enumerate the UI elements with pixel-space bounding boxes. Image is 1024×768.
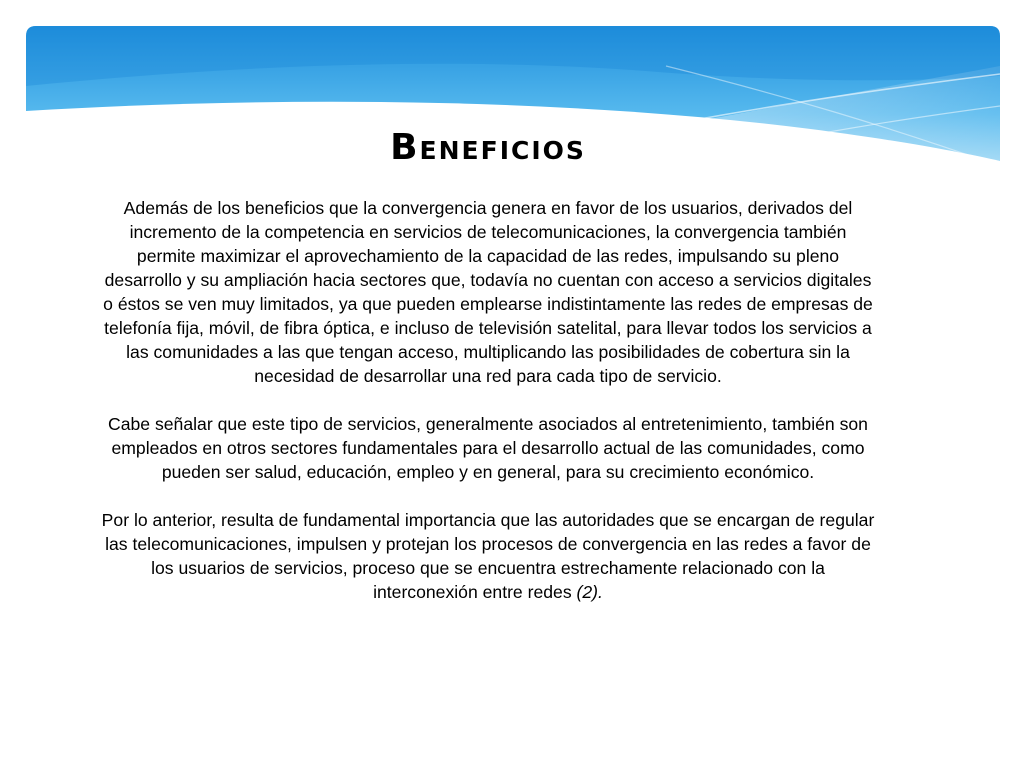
reference-citation: (2).	[576, 582, 603, 602]
slide-title: Beneficios	[390, 127, 586, 168]
paragraph-2	[100, 412, 876, 484]
paragraph-1	[100, 196, 876, 388]
paragraph-2-text: Cabe señalar que este tipo de servicios, generalmente asociados al entretenimiento, también son empleados en otros sectores fundamentales para el desarrollo actual de las comunidades, como pueden ser salud, educación, empleo y en general, para su crecimiento económico.	[108, 414, 868, 482]
paragraph-1-text: Además de los beneficios que la convergencia genera en favor de los usuarios, derivados del incremento de la competencia en servicios de telecomunicaciones, la convergencia también permite maximizar el aprovechamiento de la capacidad de las redes, impulsando su pleno desarrollo y su ampliación hacia sectores que, todavía no cuentan con acceso a servicios digitales o éstos se ven muy limitados, ya que pueden emplearse indistintamente las redes de empresas de telefonía fija, móvil, de fibra óptica, e incluso de televisión satelital, para llevar todos los servicios a las comunidades a las que tengan acceso, multiplicando las posibilidades de cobertura sin la necesidad de desarrollar una red para cada tipo de servicio.	[103, 198, 873, 386]
paragraph-3-text: Por lo anterior, resulta de fundamental importancia que las autoridades que se encargan de regular las telecomunicaciones, impulsen y protejan los procesos de convergencia en las redes a favor de los usuarios de servicios, proceso que se encuentra estrechamente relacionado con la interconexión entre redes	[101, 510, 875, 602]
slide-body	[100, 196, 876, 604]
paragraph-3	[100, 508, 876, 604]
